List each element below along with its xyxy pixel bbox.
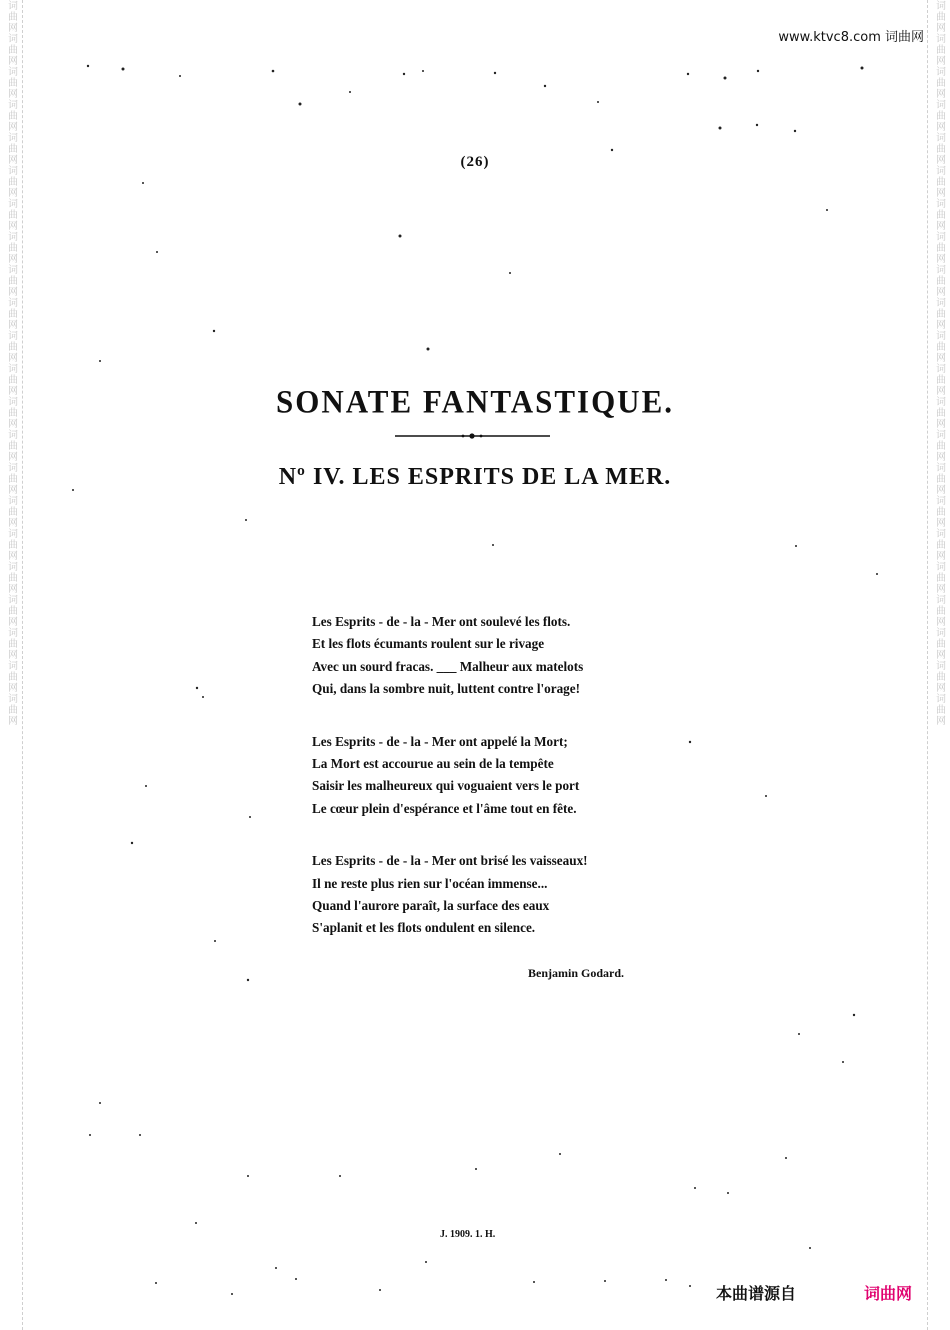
poem-line: Avec un sourd fracas. ___ Malheur aux matelots bbox=[312, 658, 584, 674]
watermark-text: 词曲网 bbox=[933, 33, 945, 66]
poem-line: Qui, dans la sombre nuit, luttent contre l'orage! bbox=[312, 681, 581, 697]
watermark-text: 词曲网 bbox=[933, 264, 945, 297]
site-url[interactable]: www.ktvc8.com 词曲网 bbox=[778, 30, 924, 45]
watermark-text: 词曲网 bbox=[5, 693, 17, 726]
poem bbox=[312, 611, 692, 970]
watermark-text: 词曲网 bbox=[933, 99, 945, 132]
poem-line: Les Esprits - de - la - Mer ont brisé les vaisseaux! bbox=[312, 853, 588, 869]
watermark-text: 词曲网 bbox=[5, 627, 17, 660]
watermark-text: 词曲网 bbox=[5, 231, 17, 264]
poem-line: La Mort est accourue au sein de la tempête bbox=[312, 755, 554, 771]
poem-line: Le cœur plein d'espérance et l'âme tout en fête. bbox=[312, 800, 577, 816]
watermark-text: 词曲网 bbox=[933, 132, 945, 165]
plate-number: J. 1909. 1. H. bbox=[440, 1229, 496, 1240]
watermark-text: 词曲网 bbox=[933, 396, 945, 429]
poem-line: Les Esprits - de - la - Mer ont soulevé les flots. bbox=[312, 614, 571, 629]
footer-source-label: 本曲谱源自 bbox=[716, 1284, 797, 1303]
watermark-text: 词曲网 bbox=[933, 660, 945, 693]
watermark-text: 词曲网 bbox=[5, 198, 17, 231]
watermark-text: 词曲网 bbox=[933, 297, 945, 330]
watermark-text: 词曲网 bbox=[933, 231, 945, 264]
watermark-text: 词曲网 bbox=[933, 66, 945, 99]
watermark-text: 词曲网 bbox=[5, 66, 17, 99]
watermark-text: 词曲网 bbox=[933, 594, 945, 627]
poem-stanza bbox=[312, 731, 692, 821]
watermark-text: 词曲网 bbox=[5, 0, 17, 33]
poem-stanza bbox=[312, 850, 692, 940]
watermark-text: 词曲网 bbox=[5, 429, 17, 462]
left-watermark-strip bbox=[0, 0, 23, 1330]
poem-line: Quand l'aurore paraît, la surface des eaux bbox=[312, 897, 550, 913]
poem-author: Benjamin Godard. bbox=[528, 966, 625, 980]
right-watermark-strip bbox=[927, 0, 950, 1330]
watermark-text: 词曲网 bbox=[5, 297, 17, 330]
footer-brand-link[interactable]: 词曲网 bbox=[864, 1284, 913, 1303]
page-title: SONATE FANTASTIQUE. bbox=[275, 383, 674, 420]
watermark-text: 词曲网 bbox=[5, 495, 17, 528]
title-ornament-divider bbox=[395, 431, 550, 441]
poem-line: Les Esprits - de - la - Mer ont appelé la Mort; bbox=[312, 733, 568, 749]
watermark-text: 词曲网 bbox=[933, 330, 945, 363]
watermark-text: 词曲网 bbox=[933, 198, 945, 231]
watermark-text: 词曲网 bbox=[933, 165, 945, 198]
watermark-text: 词曲网 bbox=[933, 495, 945, 528]
watermark-text: 词曲网 bbox=[5, 99, 17, 132]
watermark-text: 词曲网 bbox=[5, 363, 17, 396]
watermark-text: 词曲网 bbox=[933, 693, 945, 726]
poem-stanza bbox=[312, 611, 692, 701]
section-subtitle: Nº IV. LES ESPRITS DE LA MER. bbox=[278, 464, 672, 490]
watermark-text: 词曲网 bbox=[933, 627, 945, 660]
watermark-text: 词曲网 bbox=[933, 462, 945, 495]
watermark-text: 词曲网 bbox=[5, 33, 17, 66]
watermark-text: 词曲网 bbox=[5, 561, 17, 594]
watermark-text: 词曲网 bbox=[5, 165, 17, 198]
watermark-text: 词曲网 bbox=[933, 363, 945, 396]
watermark-text: 词曲网 bbox=[5, 330, 17, 363]
watermark-text: 词曲网 bbox=[933, 429, 945, 462]
watermark-text: 词曲网 bbox=[5, 462, 17, 495]
watermark-text: 词曲网 bbox=[5, 594, 17, 627]
watermark-text: 词曲网 bbox=[5, 264, 17, 297]
watermark-text: 词曲网 bbox=[5, 132, 17, 165]
poem-line: Saisir les malheureux qui voguaient vers le port bbox=[312, 778, 580, 794]
page-number: (26) bbox=[460, 154, 490, 170]
watermark-text: 词曲网 bbox=[933, 0, 945, 33]
poem-line: Et les flots écumants roulent sur le rivage bbox=[312, 636, 545, 652]
watermark-text: 词曲网 bbox=[933, 528, 945, 561]
poem-line: Il ne reste plus rien sur l'océan immense... bbox=[312, 875, 548, 891]
watermark-text: 词曲网 bbox=[5, 528, 17, 561]
watermark-text: 词曲网 bbox=[933, 561, 945, 594]
watermark-text: 词曲网 bbox=[5, 660, 17, 693]
watermark-text: 词曲网 bbox=[5, 396, 17, 429]
poem-line: S'aplanit et les flots ondulent en silence. bbox=[312, 920, 536, 936]
